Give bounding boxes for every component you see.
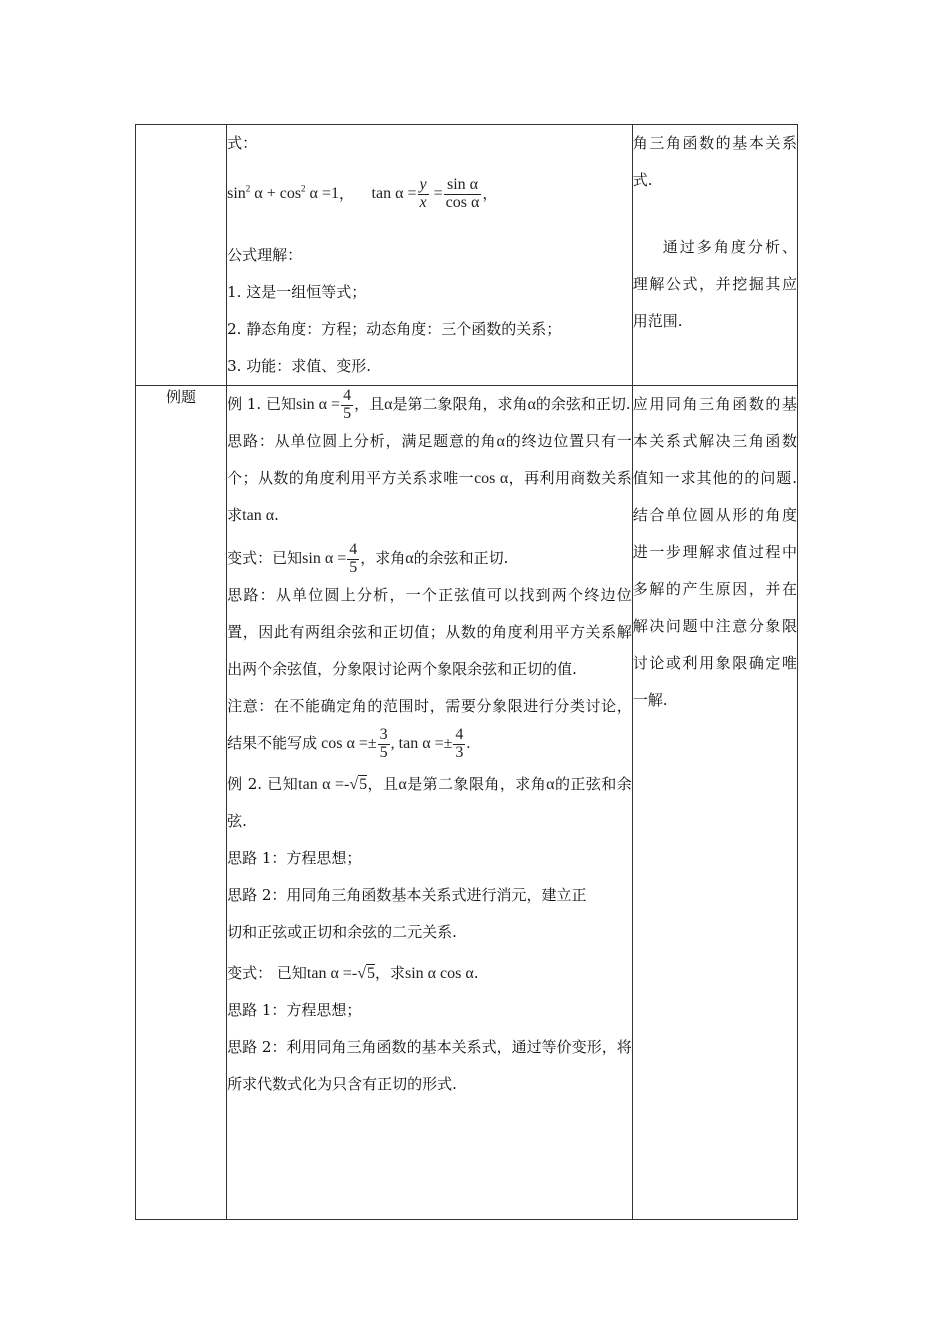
notes-text: 通过多角度分析、理解公式，并挖掘其应用范围.: [632, 238, 797, 330]
row2-notes-cell: [632, 386, 797, 1220]
table-row: [136, 386, 798, 1220]
pythagorean-identity: $\sin^2 \alpha + \cos^2 \alpha =1$: [227, 184, 339, 203]
variant-2-idea: 思路 1：方程思想；: [227, 1001, 362, 1020]
formula-line: $\sin^2 \alpha + \cos^2 \alpha =1$， tan α = $\frac{y}{x}$ = $\frac{\text{sin α}}{\text{cos α}}$ ，: [227, 176, 498, 212]
variant-1: 变式：已知sin α = $\frac{4}{5}$ ，求角α的余弦和正切.: [227, 541, 509, 577]
example-2-idea: 思路 2：用同角三角函数基本关系式进行消元，建立正: [227, 886, 587, 905]
example-2-idea: 思路 1：方程思想；: [227, 849, 362, 868]
variant-2: 变式： 已知tan α =-√5，求sin α cos α.: [227, 964, 479, 983]
table-row: [136, 125, 798, 386]
understanding-point: 1. 这是一组恒等式；: [227, 283, 367, 302]
example-1: 例 1. 已知sin α = $\frac{4}{5}$ ，且α是第二象限角，求角α的余弦和正切.: [227, 387, 631, 423]
notes-text: 角三角函数的基本关系式.: [632, 134, 797, 189]
lesson-table: [135, 124, 798, 1220]
variant-2-idea: 思路 2：利用同角三角函数的基本关系式，通过等价变形，将所求代数式化为只含有正切的形式.: [227, 1038, 632, 1094]
understanding-title: 公式理解：: [227, 246, 303, 265]
row-label: 例题: [166, 388, 197, 407]
row2-label-cell: [136, 386, 227, 1220]
row1-notes-cell: [632, 125, 797, 386]
notes-text: 应用同角三角函数的基本关系式解决三角函数值知一求其他的的问题. 结合单位圆从形的角度进一步理解求值过程中多解的产生原因，并在解决问题中注意分象限讨论或利用象限确定唯一解.: [632, 395, 797, 710]
example-1-idea: 思路：从单位圆上分析，满足题意的角α的终边位置只有一个；从数的角度利用平方关系求唯一cos α，再利用商数关系求tan α.: [227, 432, 632, 525]
row1-label-cell: [136, 125, 227, 386]
understanding-point: 3. 功能：求值、变形.: [227, 357, 371, 376]
example-2-idea: 切和正弦或正切和余弦的二元关系.: [227, 923, 457, 942]
example-2: 例 2. 已知tan α =-√5，且α是第二象限角，求角α的正弦和余弦.: [227, 775, 632, 831]
understanding-point: 2. 静态角度：方程；动态角度：三个函数的关系；: [227, 320, 562, 339]
row1-content-cell: [227, 125, 633, 386]
quotient-identity: tan α = $\frac{y}{x}$ = $\frac{\text{sin α}}{\text{cos α}}$: [371, 176, 480, 212]
formula-lead: 式：: [227, 134, 258, 152]
row2-content-cell: [227, 386, 633, 1220]
note: 注意：在不能确定角的范围时，需要分象限进行分类讨论，结果不能写成 cos α =± $\frac{3}{5}$ , tan α =± $\frac{4}{3}$ .: [227, 697, 632, 762]
variant-1-idea: 思路：从单位圆上分析，一个正弦值可以找到两个终边位置，因此有两组余弦和正切值；从数的角度利用平方关系解出两个余弦值，分象限讨论两个象限余弦和正切的值.: [227, 586, 632, 679]
